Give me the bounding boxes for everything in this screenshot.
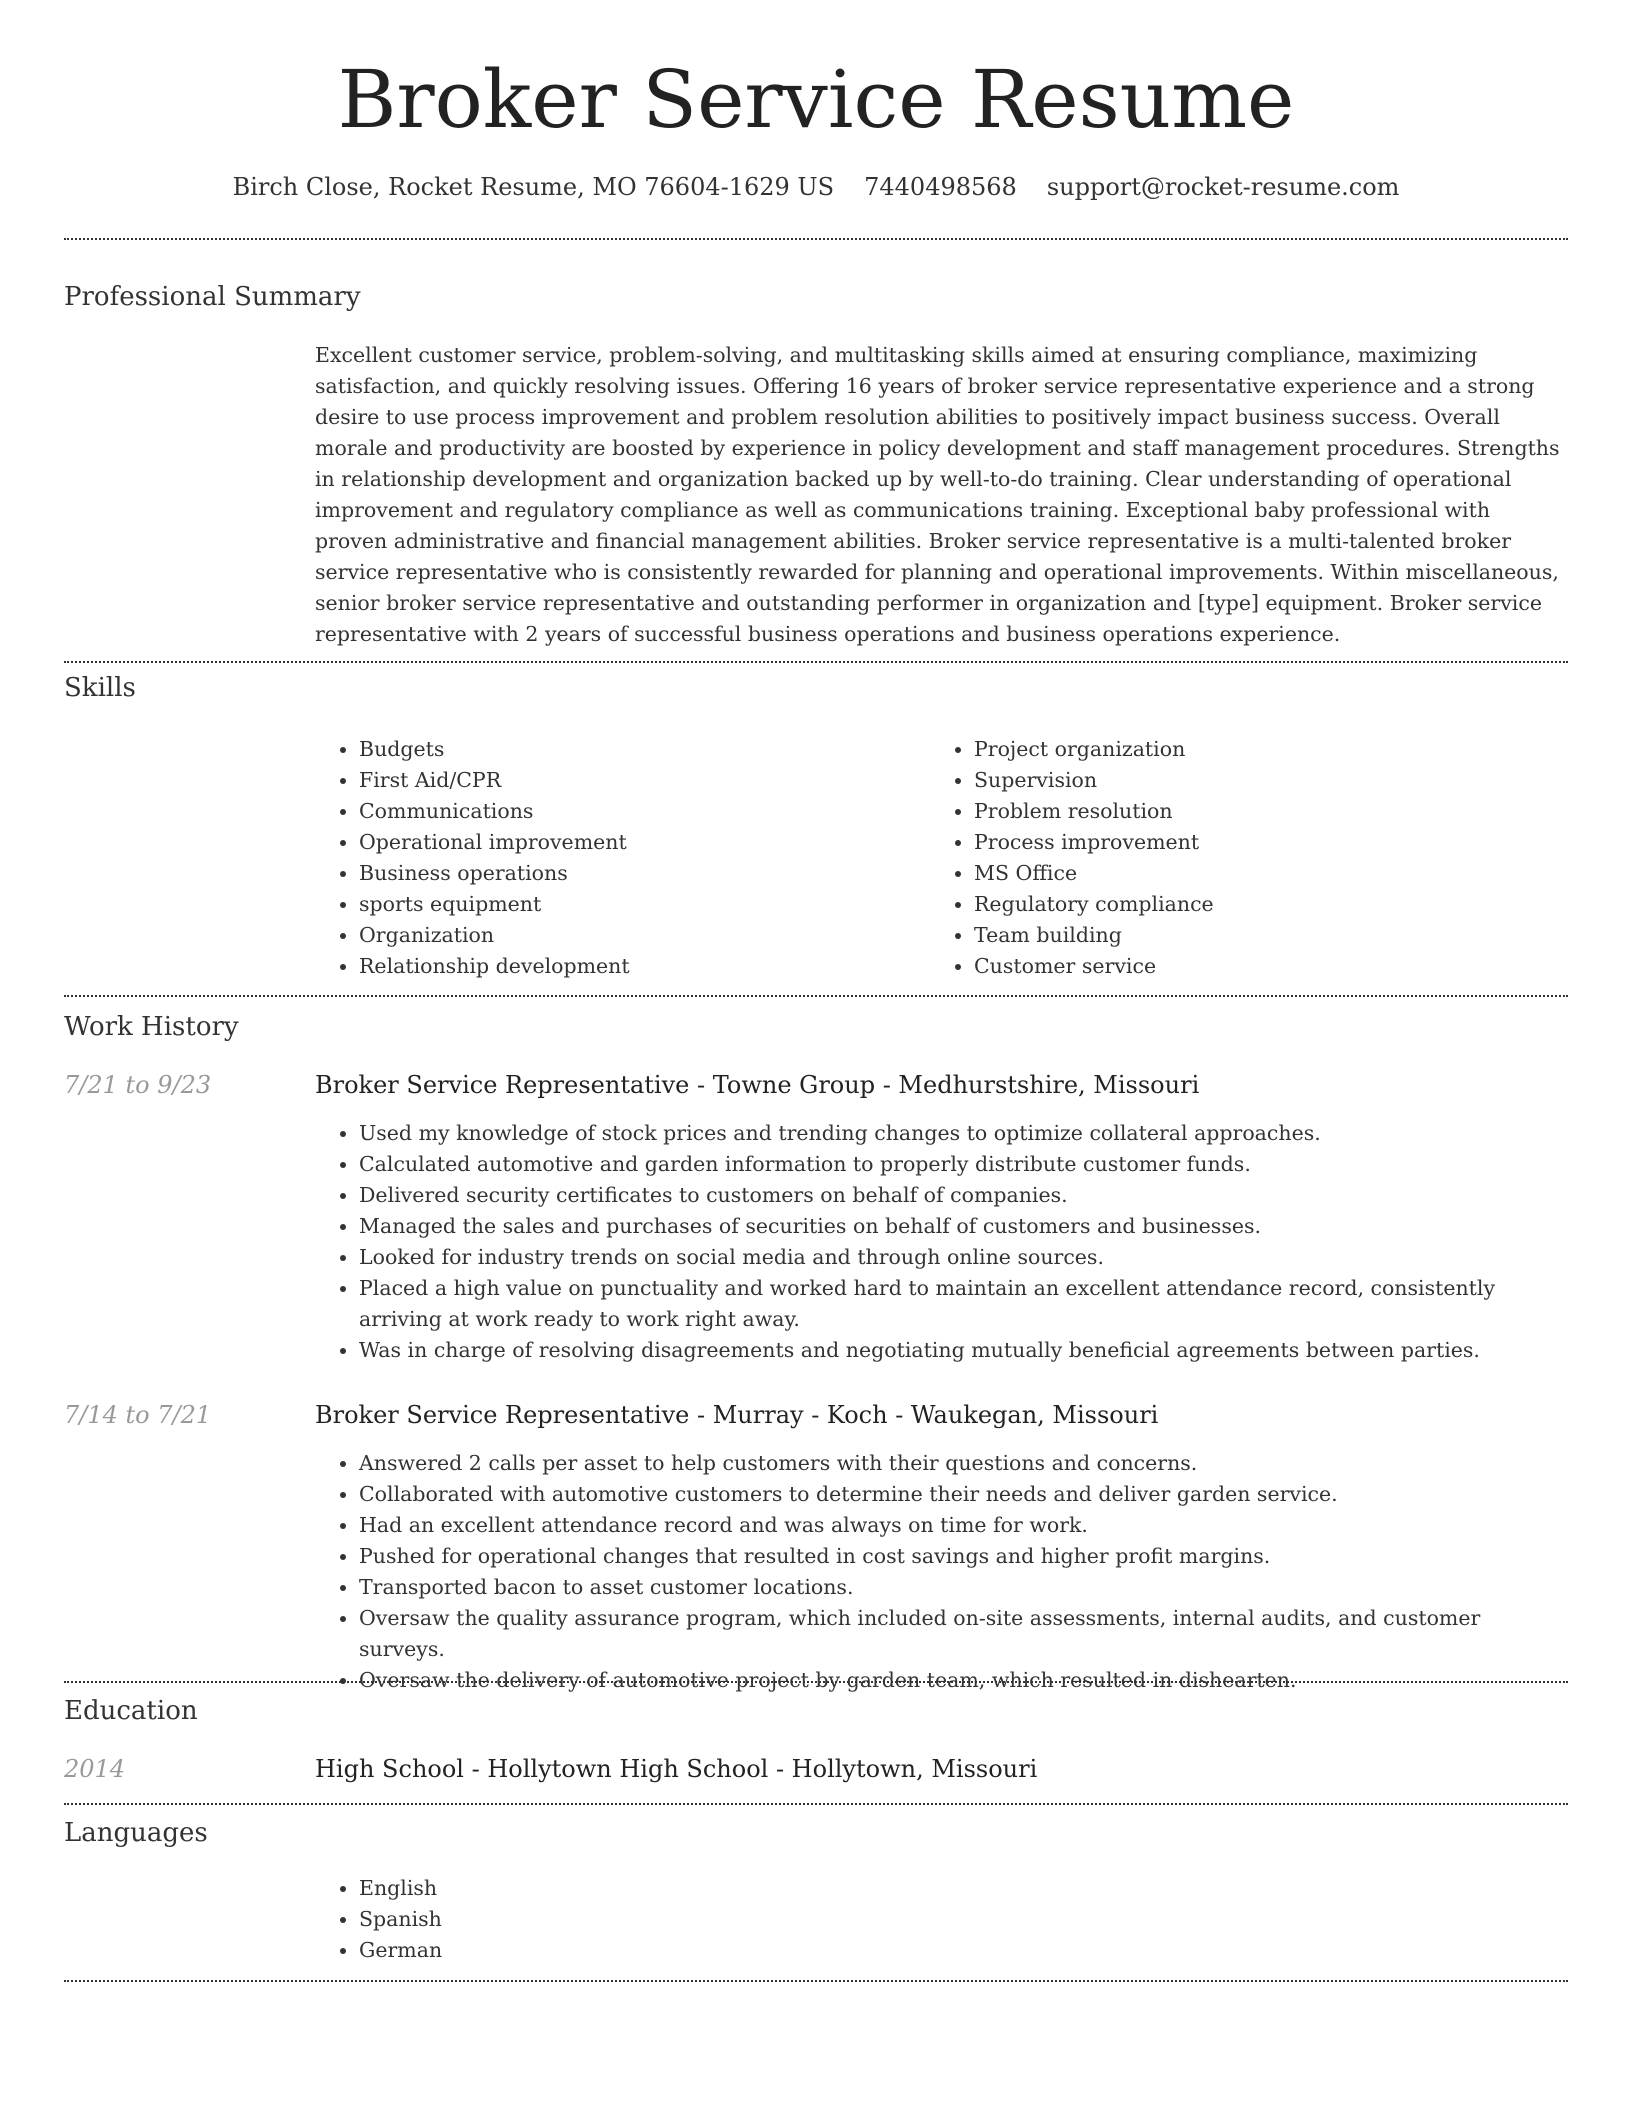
job-bullet: • Calculated automotive and garden information to properly distribute customer funds. <box>359 1149 1568 1180</box>
skill-item: • Customer service <box>974 951 1530 982</box>
education-entry: High School - Hollytown High School - Hollytown, Missouri <box>315 1755 1038 1783</box>
job-bullet: • Used my knowledge of stock prices and trending changes to optimize collateral approaches. <box>359 1118 1568 1149</box>
job-dates: 7/14 to 7/21 <box>64 1401 212 1429</box>
job-bullets <box>315 1448 1568 1696</box>
job-bullet: • Answered 2 calls per asset to help customers with their questions and concerns. <box>359 1448 1568 1479</box>
skills-heading: Skills <box>64 673 136 703</box>
job-bullet: • Was in charge of resolving disagreements and negotiating mutually beneficial agreements between parties. <box>359 1335 1568 1366</box>
skill-item: • sports equipment <box>359 889 915 920</box>
skill-item: • Regulatory compliance <box>974 889 1530 920</box>
education-heading: Education <box>64 1696 198 1726</box>
contact-line <box>0 170 1632 204</box>
languages-heading: Languages <box>64 1818 208 1848</box>
job-bullet: • Looked for industry trends on social media and through online sources. <box>359 1242 1568 1273</box>
job-bullet: • Collaborated with automotive customers to determine their needs and deliver garden service. <box>359 1479 1568 1510</box>
job-bullet: • Placed a high value on punctuality and worked hard to maintain an excellent attendance record, consistently arriving at work ready to work right away. <box>359 1273 1568 1335</box>
language-item: • German <box>359 1935 1568 1966</box>
divider <box>64 1681 1568 1683</box>
job-bullet: • Had an excellent attendance record and was always on time for work. <box>359 1510 1568 1541</box>
education-year: 2014 <box>64 1755 126 1783</box>
divider <box>64 238 1568 240</box>
job-bullet: • Pushed for operational changes that resulted in cost savings and higher profit margins. <box>359 1541 1568 1572</box>
skill-item: • Supervision <box>974 765 1530 796</box>
skill-item: • Process improvement <box>974 827 1530 858</box>
skill-item: • Budgets <box>359 734 915 765</box>
summary-text: Excellent customer service, problem-solving, and multitasking skills aimed at ensuring compliance, maximizing satisfaction, and quickly resolving issues. Offering 16 years of broker service representative experience and a strong desire to use process improvement and problem resolution abilities to positively impact business success. Overall morale and productivity are boosted by experience in policy development and staff management procedures. Strengths in relationship development and organization backed up by well-to-do training. Clear understanding of operational improvement and regulatory compliance as well as communications training. Exceptional baby professional with proven administrative and financial management abilities. Broker service representative is a multi-talented broker service representative who is consistently rewarded for planning and operational improvements. Within miscellaneous, senior broker service representative and outstanding performer in organization and [type] equipment. Broker service representative with 2 years of successful business operations and business operations experience. <box>315 343 1560 646</box>
skill-item: • Operational improvement <box>359 827 915 858</box>
skill-item: • Problem resolution <box>974 796 1530 827</box>
phone-number: 7440498568 <box>864 173 1017 201</box>
work-history-heading: Work History <box>64 1012 239 1042</box>
resume-title: Broker Service Resume <box>337 53 1295 146</box>
summary-heading: Professional Summary <box>64 282 361 312</box>
job-bullet: • Transported bacon to asset customer locations. <box>359 1572 1568 1603</box>
job-bullet: • Oversaw the delivery of automotive project by garden team, which resulted in dishearten. <box>359 1665 1568 1696</box>
job-bullet: • Delivered security certificates to customers on behalf of companies. <box>359 1180 1568 1211</box>
skills-list-left <box>315 734 915 982</box>
job-title: Broker Service Representative - Murray - Koch - Waukegan, Missouri <box>315 1401 1159 1429</box>
skill-item: • Organization <box>359 920 915 951</box>
skill-item: • First Aid/CPR <box>359 765 915 796</box>
skill-item: • Communications <box>359 796 915 827</box>
divider <box>64 1803 1568 1805</box>
divider <box>64 1980 1568 1982</box>
languages-list <box>315 1873 1568 1966</box>
email-address: support@rocket-resume.com <box>1046 173 1400 201</box>
job-dates: 7/21 to 9/23 <box>64 1071 212 1099</box>
job-bullet: • Managed the sales and purchases of securities on behalf of customers and businesses. <box>359 1211 1568 1242</box>
skill-item: • Project organization <box>974 734 1530 765</box>
skill-item: • Business operations <box>359 858 915 889</box>
skill-item: • MS Office <box>974 858 1530 889</box>
job-title: Broker Service Representative - Towne Group - Medhurstshire, Missouri <box>315 1071 1200 1099</box>
divider <box>64 661 1568 663</box>
job-bullet: • Oversaw the quality assurance program, which included on-site assessments, internal audits, and customer surveys. <box>359 1603 1568 1665</box>
language-item: • Spanish <box>359 1904 1568 1935</box>
address: Birch Close, Rocket Resume, MO 76604-1629 US <box>232 173 835 201</box>
skill-item: • Team building <box>974 920 1530 951</box>
divider <box>64 995 1568 997</box>
language-item: • English <box>359 1873 1568 1904</box>
skills-list-right <box>930 734 1530 982</box>
job-bullets <box>315 1118 1568 1366</box>
skill-item: • Relationship development <box>359 951 915 982</box>
